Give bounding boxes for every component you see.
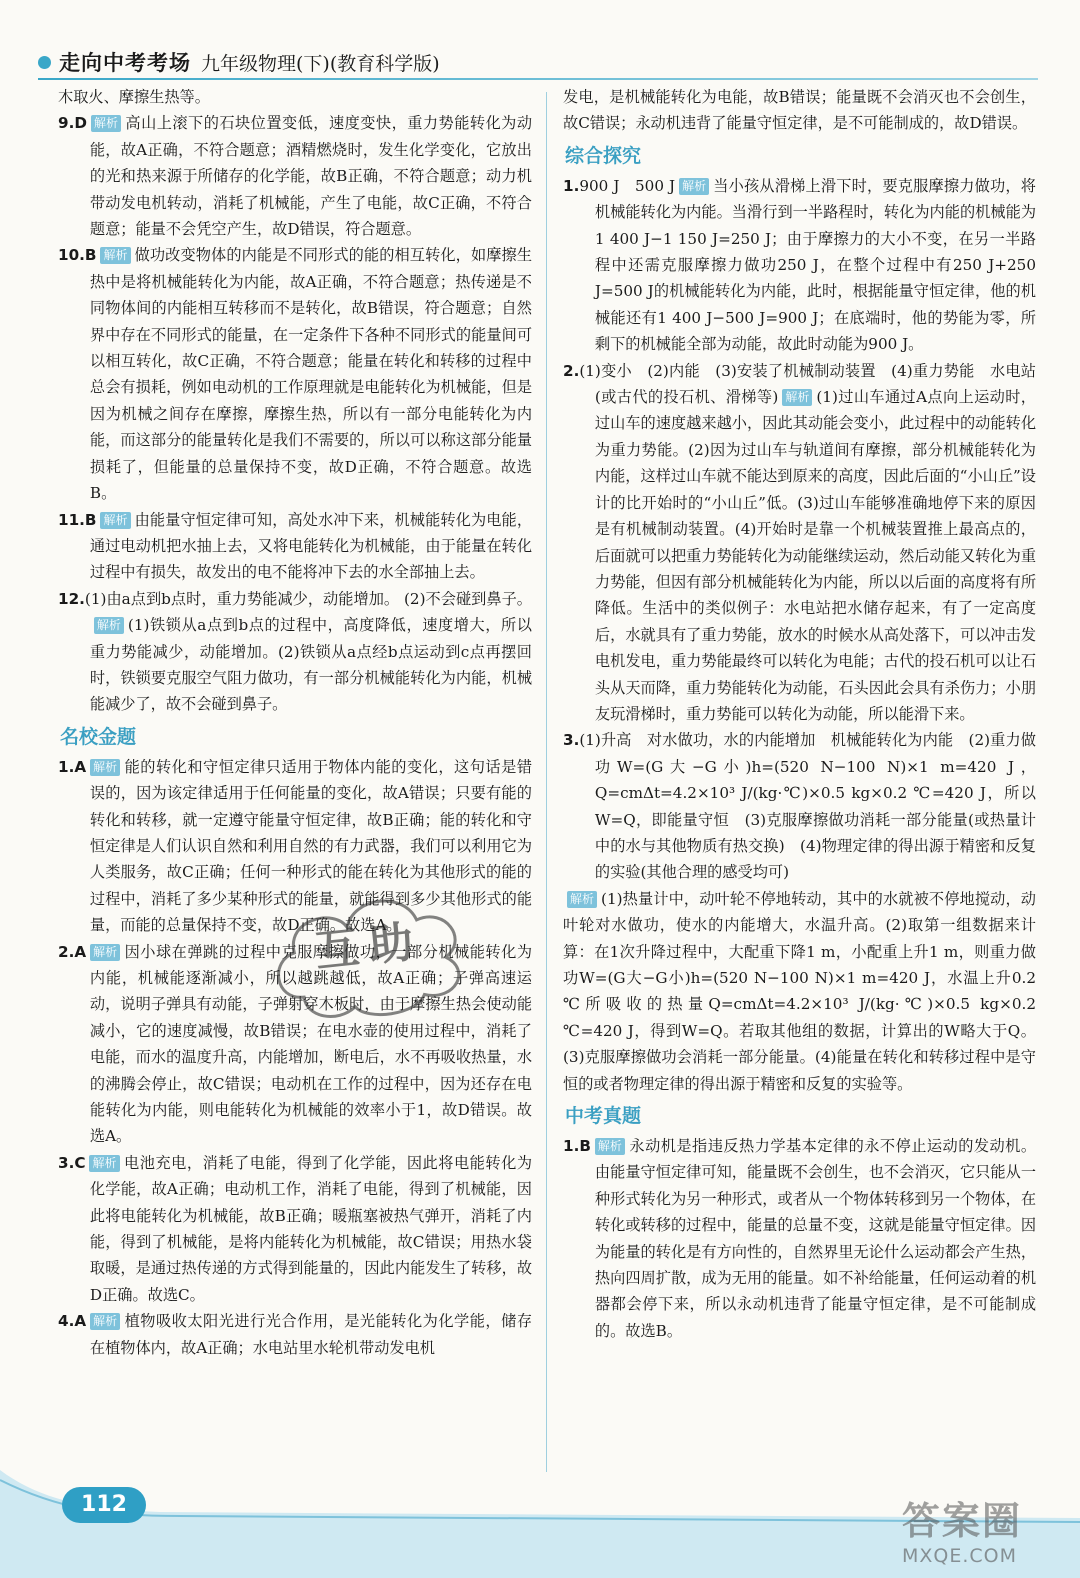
analysis-text: 永动机是指违反热力学基本定律的永不停止运动的发动机。由能量守恒定律可知，能量既不会创生，也不会消灭，它只能从一种形式转化为另一种形式，或者从一个物体转移到另一个物体，在转化或转移的过程中，能量的总量不变，这就是能量守恒定律。因为能量的转化是有方向性的，自然界里无论什么运动都会产生热，热向四周扩散，成为无用的能量。如不补给能量，任何运动着的机器都会停下来，所以永动机违背了能量守恒定律，是不可能制成的。故选B。 xyxy=(594,1137,1036,1340)
analysis-tag: 解析 xyxy=(100,247,130,264)
answer-item xyxy=(58,1308,532,1361)
analysis-tag: 解析 xyxy=(782,389,812,406)
answer-number: 2. xyxy=(563,361,580,380)
analysis-block xyxy=(563,886,1036,1097)
answer-item xyxy=(563,173,1036,358)
analysis-tag: 解析 xyxy=(90,944,120,961)
answer-number: 2.A xyxy=(58,942,87,961)
stamp-text: 互助 xyxy=(312,915,426,978)
answer-number: 12. xyxy=(58,589,85,608)
answer-text: 900 J 500 J xyxy=(579,176,676,195)
analysis-text: 电池充电，消耗了电能，得到了化学能，因此将电能转化为化学能，故A正确；电动机工作，消耗了电能，得到了机械能，因此将电能转化为机械能，故B正确；暖瓶塞被热气弹开，消耗了内能，得到了机械能，是将内能转化为机械能，故C错误；用热水袋取暖，是通过热传递的方式得到能量的，因此内能发生了转移，故D正确。故选C。 xyxy=(89,1153,532,1304)
analysis-tag: 解析 xyxy=(100,512,130,529)
answer-item xyxy=(563,727,1036,885)
analysis-text: (1)热量计中，动叶轮不停地转动，其中的水就被不停地搅动，动叶轮对水做功，使水的内能增大，水温升高。(2)取第一组数据来计算：在1次升降过程中，大配重下降1 m，小配重上升1 m，则重力做功W=(G大−G小)h=(520 N−100 N)×1 m=420 J，水温上升0.2 ℃所吸收的热量Q=cmΔt=4.2×10³ J/(kg·℃)×0.5 kg×0.2 ℃=420 J，得到W=Q。若取其他组的数据，计算出的W略大于Q。(3)克服摩擦做功会消耗一部分能量。(4)能量在转化和转移过程中是守恒的或者物理定律的得出源于精密和反复的实验等。 xyxy=(563,889,1036,1093)
continued-text: 木取火、摩擦生热等。 xyxy=(58,88,210,106)
answer-item xyxy=(58,1150,532,1308)
header-rule xyxy=(38,78,1038,80)
answer-item xyxy=(58,242,532,506)
answer-number: 11.B xyxy=(58,510,97,529)
answer-number: 9.D xyxy=(58,114,87,133)
right-column xyxy=(563,84,1036,1344)
answer-text: (1)变小 (2)内能 (3)安装了机械制动装置 (4)重力势能 水电站(或古代的投石机、滑梯等) xyxy=(579,361,1036,407)
answer-number: 1.A xyxy=(58,757,87,776)
answer-item xyxy=(58,586,532,718)
page-number: 112 xyxy=(62,1487,146,1523)
analysis-tag: 解析 xyxy=(89,1155,119,1172)
column-divider xyxy=(546,92,547,1472)
header-dot-icon xyxy=(38,56,51,69)
analysis-text: 由能量守恒定律可知，高处水冲下来，机械能转化为电能，通过电动机把水抽上去，又将电能转化为机械能，由于能量在转化过程中有损失，故发出的电不能将冲下去的水全部抽上去。 xyxy=(89,510,532,582)
watermark-brand: 答案圈 xyxy=(902,1499,1023,1543)
answer-number: 4.A xyxy=(58,1312,87,1331)
analysis-text: 植物吸收太阳光进行光合作用，是光能转化为化学能，储存在植物体内，故A正确；水电站里水轮机带动发电机 xyxy=(89,1312,532,1357)
left-column xyxy=(58,84,532,1361)
analysis-tag: 解析 xyxy=(91,115,121,132)
analysis-tag: 解析 xyxy=(567,891,597,908)
continued-text: 发电，是机械能转化为电能，故B错误；能量既不会消灭也不会创生，故C错误；永动机违背了能量守恒定律，是不可能制成的，故D错误。 xyxy=(563,88,1036,133)
answer-number: 1.B xyxy=(563,1137,591,1156)
section-heading: 综合探究 xyxy=(565,144,642,167)
answer-number: 3.C xyxy=(58,1153,86,1172)
analysis-tag: 解析 xyxy=(595,1138,625,1155)
watermark-url: MXQE.COM xyxy=(902,1545,1018,1567)
analysis-text: (1)过山车通过A点向上运动时，过山车的速度越来越小，因此其动能会变小，此过程中的动能转化为重力势能。(2)因为过山车与轨道间有摩擦，部分机械能转化为内能，这样过山车就不能达到原来的高度，因此后面的“小山丘”设计的比开始时的“小山丘”低。(3)过山车能够准确地停下来的原因是有机械制动装置。(4)开始时是靠一个机械装置推上最高点的，后面就可以把重力势能转化为动能继续运动，然后动能又转化为重力势能，但因有部分机械能转化为内能，所以以后面的高度将有所降低。生活中的类似例子：水电站把水储存起来，有了一定高度后，水就具有了重力势能，放水的时候水从高处落下，可以冲击发电机发电，重力势能最终可以转化为电能；古代的投石机可以让石头从天而降，重力势能转化为动能，石头因此会具有杀伤力；小朋友玩滑梯时，重力势能可以转化为动能，所以能滑下来。 xyxy=(594,388,1036,723)
answer-item xyxy=(563,1133,1036,1344)
answer-number: 3. xyxy=(563,731,580,750)
analysis-text: 能的转化和守恒定律只适用于物体内能的变化，这句话是错误的，因为该定律适用于任何能量的变化，故A错误；只要有能的转化和转移，就一定遵守能量守恒定律，故B正确；能的转化和守恒定律是人们认识自然和利用自然的有力武器，我们可以利用它为人类服务，故C正确；任何一种形式的能在转化为其他形式的能的过程中，消耗了多少某种形式的能量，就能得到多少其他形式的能量，而能的总量保持不变，故D正确。故选A。 xyxy=(89,757,532,935)
answer-number: 1. xyxy=(563,176,580,195)
analysis-text: 因小球在弹跳的过程中克服摩擦做功，一部分机械能转化为内能，机械能逐渐减小，所以越跳越低，故A正确；子弹高速运动，说明子弹具有动能，子弹射穿木板时，由于摩擦生热会使动能减小，它的速度减慢，故B错误；在电水壶的使用过程中，消耗了电能，而水的温度升高，内能增加，断电后，水不再吸收热量，水的沸腾会停止，故C错误；电动机在工作的过程中，因为还存在电能转化为内能，则电能转化为机械能的效率小于1，故D错误。故选A。 xyxy=(89,942,532,1146)
analysis-tag: 解析 xyxy=(90,759,120,776)
analysis-tag: 解析 xyxy=(90,1313,120,1330)
watermark xyxy=(902,1490,1072,1572)
analysis-tag: 解析 xyxy=(679,178,709,195)
section-heading: 名校金题 xyxy=(60,725,137,748)
analysis-tag: 解析 xyxy=(94,617,124,634)
analysis-text: (1)铁锁从a点到b点的过程中，高度降低，速度增大，所以重力势能减少，动能增加。(2)铁锁从a点经b点运动到c点再摆回时，铁锁要克服空气阻力做功，有一部分机械能转化为内能，机械能减少了，故不会碰到鼻子。 xyxy=(89,616,532,714)
answer-item xyxy=(563,358,1036,728)
analysis-text: 当小孩从滑梯上滑下时，要克服摩擦力做功，将机械能转化为内能。当滑行到一半路程时，转化为内能的机械能为1 400 J−1 150 J=250 J；由于摩擦力的大小不变，在另一半路程中还需克服摩擦力做功250 J，在整个过程中有250 J+250 J=500 J的机械能转化为内能，此时，根据能量守恒定律，他的机械能还有1 400 J−500 J=900 J；在底端时，他的势能为零，所剩下的机械能全部为动能，故此时动能为900 J。 xyxy=(594,176,1036,354)
answer-item xyxy=(58,110,532,242)
analysis-text: 做功改变物体的内能是不同形式的能的相互转化，如摩擦生热中是将机械能转化为内能，故A正确，不符合题意；热传递是不同物体间的内能相互转移而不是转化，故B错误，符合题意；自然界中存在不同形式的能量，在一定条件下各种不同形式的能量间可以相互转化，故C正确，不符合题意；能量在转化和转移的过程中总会有损耗，例如电动机的工作原理就是电能转化为机械能，但是因为机械之间存在摩擦，摩擦生热，所以有一部分电能转化为内能，而这部分的能量转化是我们不需要的，所以可以称这部分能量损耗了，但能量的总量保持不变，故D正确，不符合题意。故选B。 xyxy=(89,246,532,503)
answer-number: 10.B xyxy=(58,246,97,265)
header xyxy=(38,46,1038,78)
book-title: 走向中考考场 xyxy=(59,50,191,75)
book-subtitle: 九年级物理(下)(教育科学版) xyxy=(201,52,440,75)
analysis-text: 高山上滚下的石块位置变低，速度变快，重力势能转化为动能，故A正确，不符合题意；酒精燃烧时，发生化学变化，它放出的光和热来源于所储存的化学能，故B正确，不符合题意；动力机带动发电机转动，消耗了机械能，产生了电能，故C正确，不符合题意；能量不会凭空产生，故D错误，符合题意。 xyxy=(89,114,532,239)
section-heading: 中考真题 xyxy=(565,1105,642,1128)
answer-text: (1)由a点到b点时，重力势能减少，动能增加。 (2)不会碰到鼻子。 xyxy=(84,589,532,608)
answer-text: (1)升高 对水做功，水的内能增加 机械能转化为内能 (2)重力做功W=(G大−G小)h=(520 N−100 N)×1 m=420 J，Q=cmΔt=4.2×10³ J/(kg·℃)×0.5 kg×0.2 ℃=420 J，所以W=Q，即能量守恒 (3)克服摩擦做功消耗一部分能量(或热量计中的水与其他物质有热交换) (4)物理定律的得出源于精密和反复的实验(其他合理的感受均可) xyxy=(579,731,1036,882)
stamp-overlay xyxy=(253,869,487,1041)
answer-item xyxy=(58,507,532,586)
